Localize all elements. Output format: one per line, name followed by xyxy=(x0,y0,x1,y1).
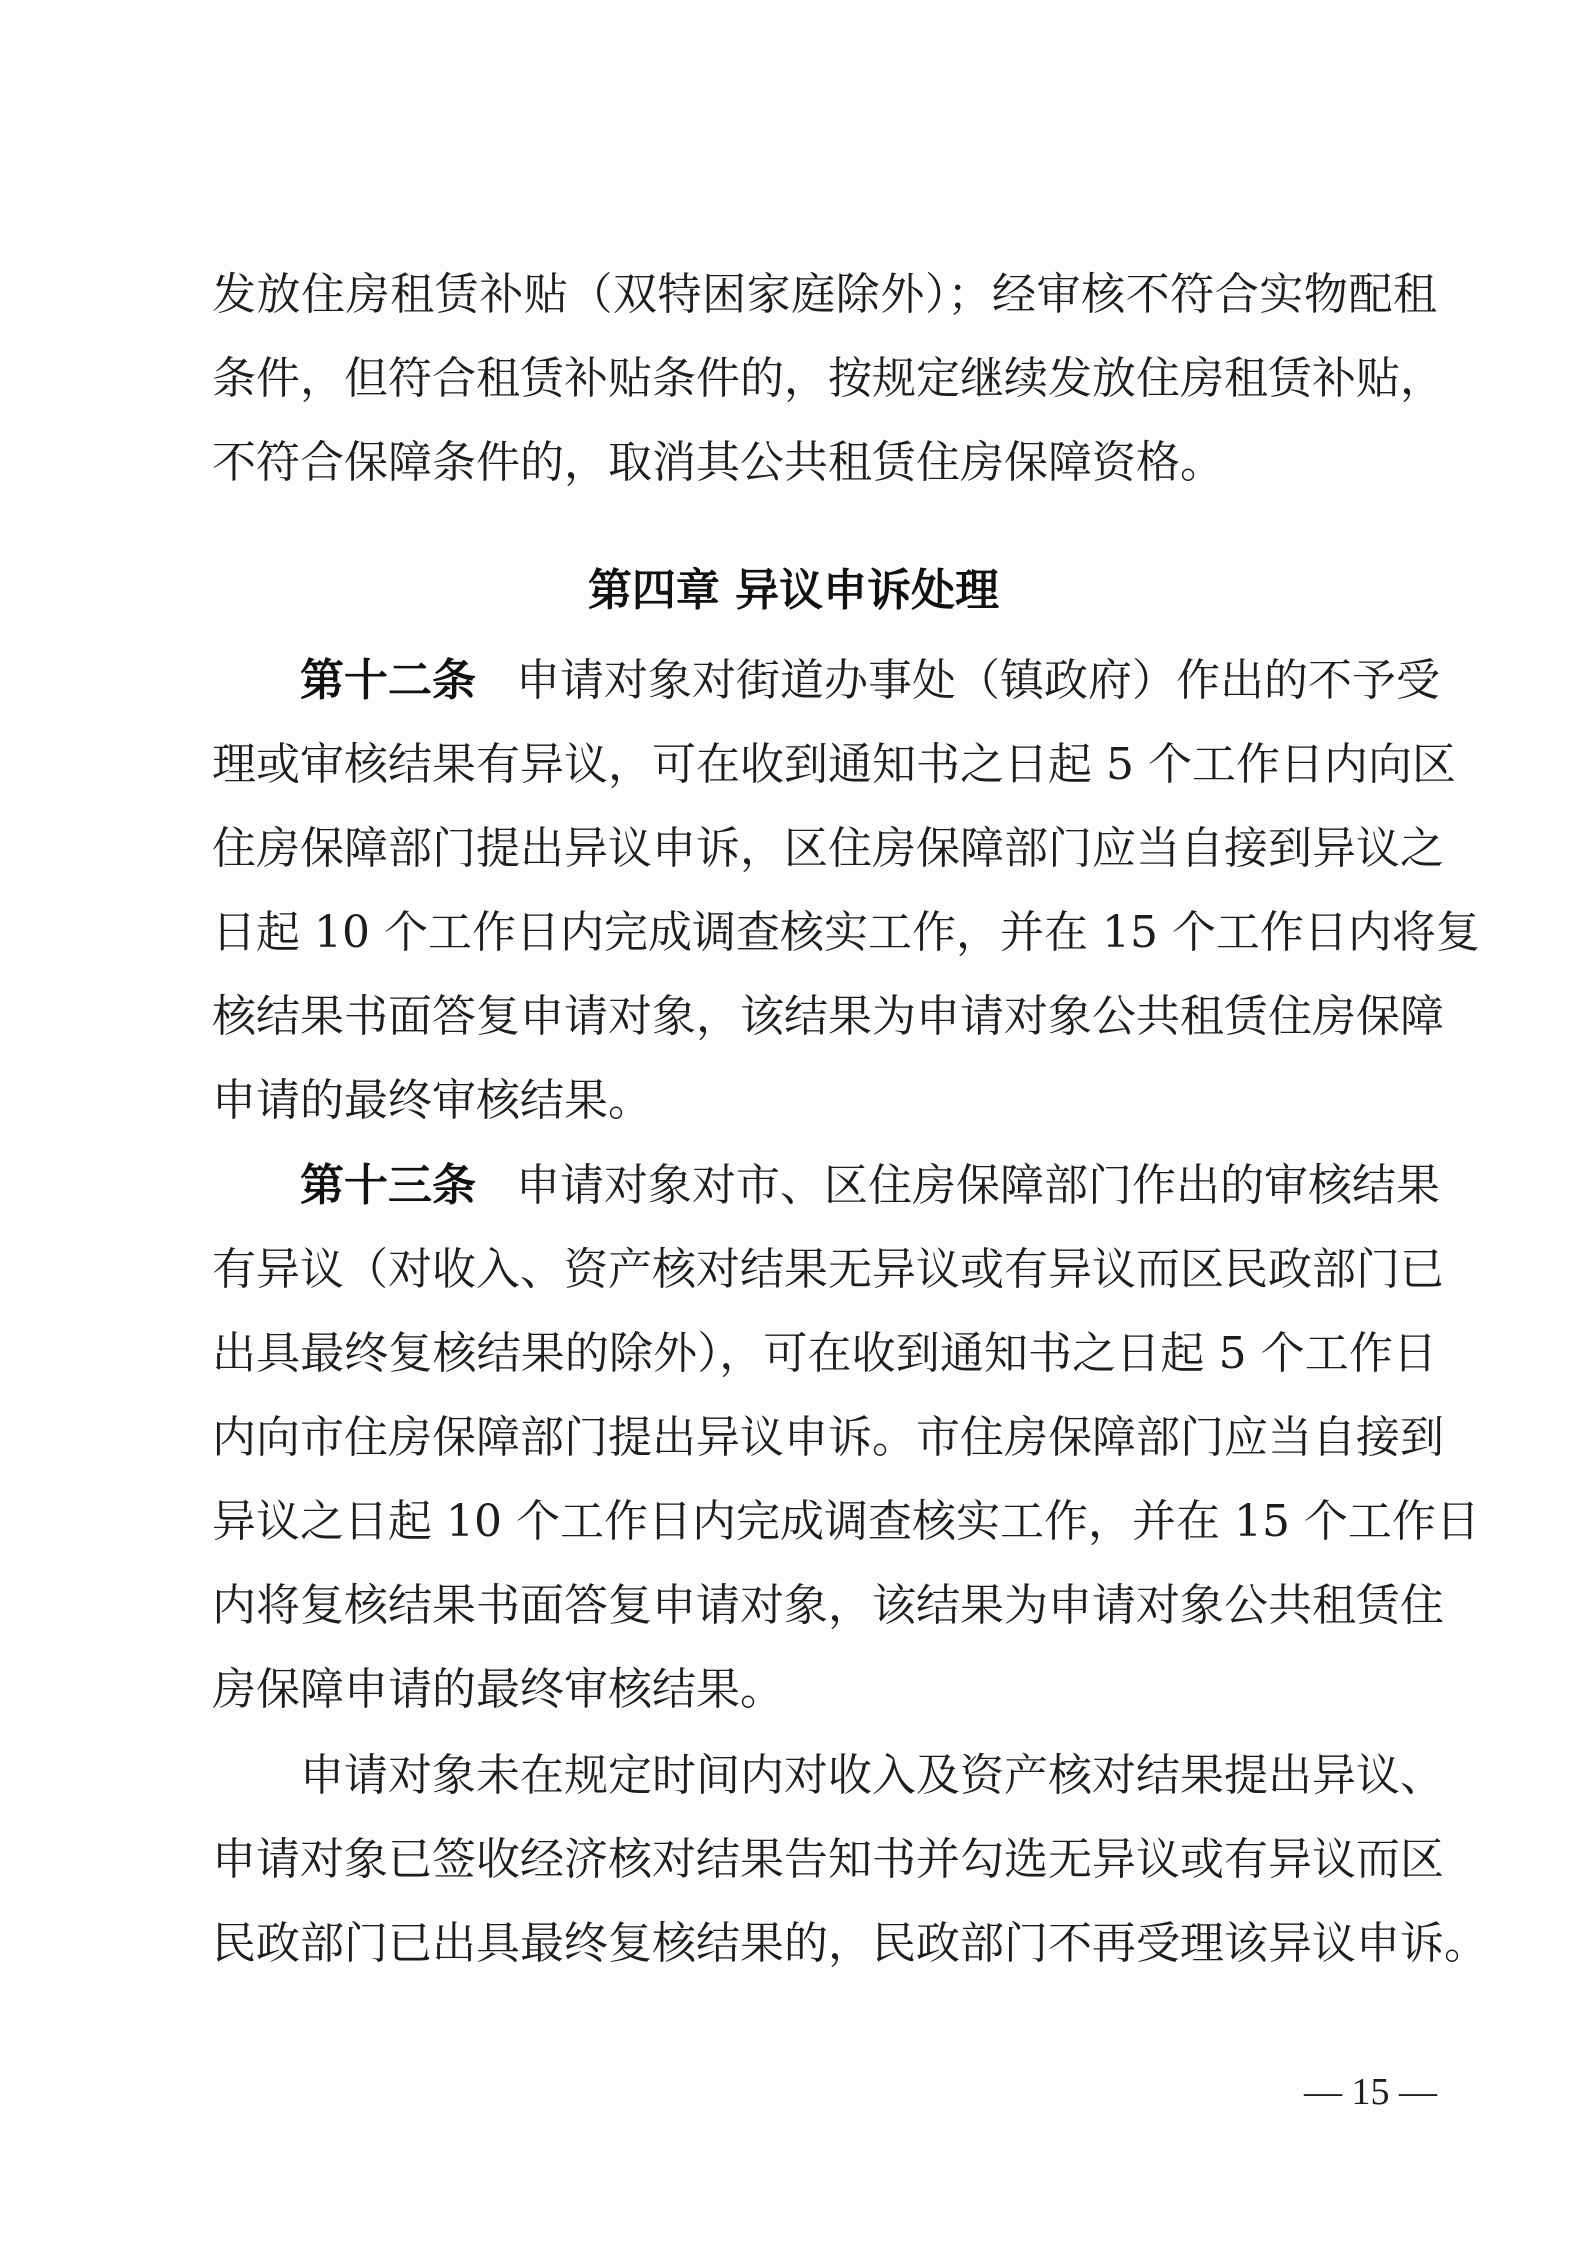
body-line: 发放住房租赁补贴（双特困家庭除外）；经审核不符合实物配租 xyxy=(212,269,1437,320)
article-13-first-line xyxy=(300,1158,1440,1214)
body-text: 申请对象对街道办事处（镇政府）作出的不予受 xyxy=(516,655,1440,706)
body-line: 异议之日起 10 个工作日内完成调查核实工作，并在 15 个工作日 xyxy=(212,1496,1480,1547)
body-line: 日起 10 个工作日内完成调查核实工作，并在 15 个工作日内将复 xyxy=(212,907,1480,958)
article-12-first-line xyxy=(300,653,1440,709)
body-text: 申请对象对市、区住房保障部门作出的审核结果 xyxy=(516,1160,1440,1211)
body-line: 申请对象已签收经济核对结果告知书并勾选无异议或有异议而区 xyxy=(212,1834,1444,1885)
body-line: 不符合保障条件的，取消其公共租赁住房保障资格。 xyxy=(212,437,1224,488)
body-line: 条件，但符合租赁补贴条件的，按规定继续发放住房租赁补贴， xyxy=(212,353,1444,404)
body-line: 有异议（对收入、资产核对结果无异议或有异议而区民政部门已 xyxy=(212,1244,1444,1295)
body-line: 出具最终复核结果的除外），可在收到通知书之日起 5 个工作日 xyxy=(212,1328,1437,1379)
page-number: — 15 — xyxy=(1304,2071,1437,2113)
body-line: 内将复核结果书面答复申请对象，该结果为申请对象公共租赁住 xyxy=(212,1580,1444,1631)
body-line: 房保障申请的最终审核结果。 xyxy=(212,1664,784,1715)
article-12-label: 第十二条 xyxy=(300,655,476,706)
article-13-label: 第十三条 xyxy=(300,1160,476,1211)
body-line: 民政部门已出具最终复核结果的，民政部门不再受理该异议申诉。 xyxy=(212,1918,1488,1969)
body-line: 住房保障部门提出异议申诉，区住房保障部门应当自接到异议之 xyxy=(212,823,1444,874)
body-line: 申请对象未在规定时间内对收入及资产核对结果提出异议、 xyxy=(300,1750,1444,1801)
body-line: 核结果书面答复申请对象，该结果为申请对象公共租赁住房保障 xyxy=(212,991,1444,1042)
body-line: 内向市住房保障部门提出异议申诉。市住房保障部门应当自接到 xyxy=(212,1412,1444,1463)
body-line: 理或审核结果有异议，可在收到通知书之日起 5 个工作日内向区 xyxy=(212,739,1456,790)
body-line: 申请的最终审核结果。 xyxy=(212,1075,652,1126)
chapter-heading: 第四章 异议申诉处理 xyxy=(587,565,1000,616)
